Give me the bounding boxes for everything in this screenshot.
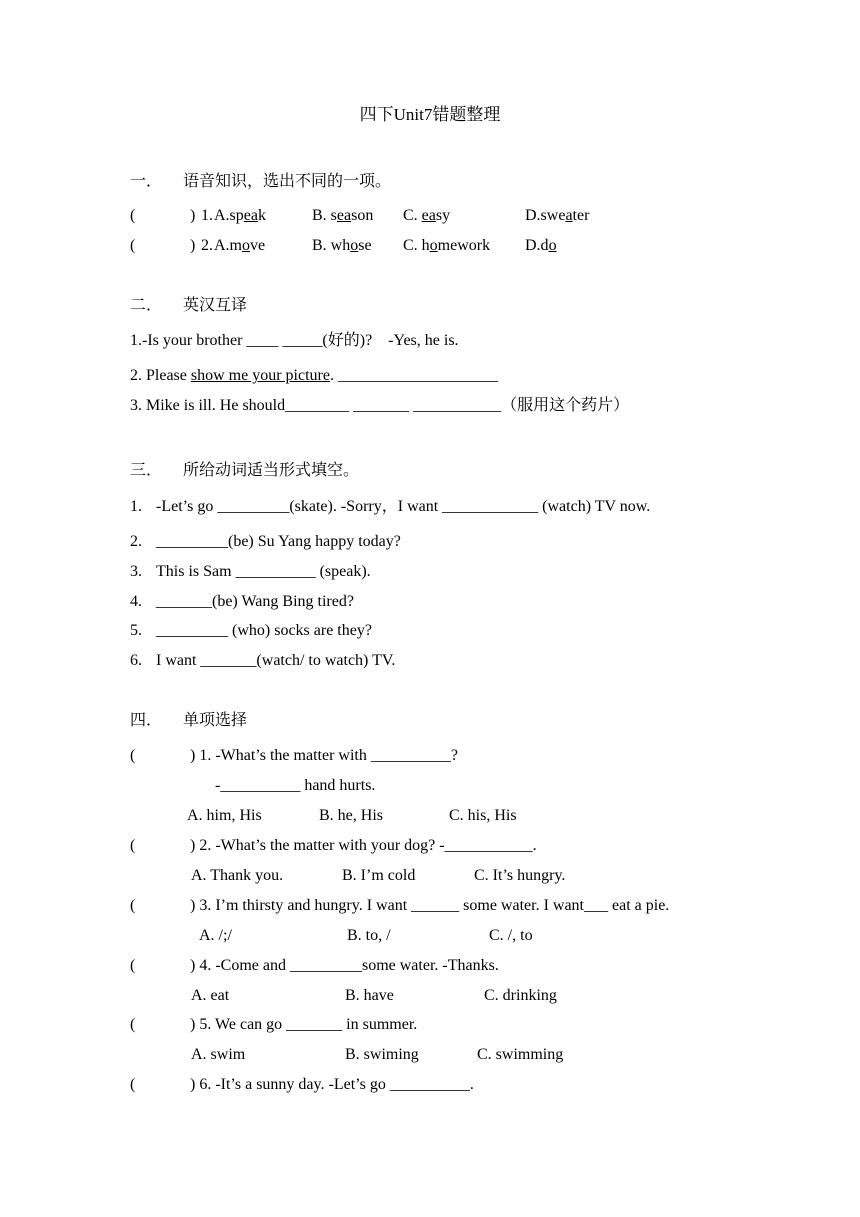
verb-question-number: 6. xyxy=(130,652,142,669)
choice-question-5: ) 5. We can go _______ in summer. xyxy=(190,1016,418,1033)
choice-option-a: A. him, His xyxy=(187,807,262,824)
section4-number: 四． xyxy=(130,712,163,729)
verb-question-number: 1. xyxy=(130,498,142,515)
option-a: A.move xyxy=(214,237,266,254)
choice-option-a: A. Thank you. xyxy=(191,867,284,884)
choice-option-a: A. eat xyxy=(191,987,230,1004)
question-number: 2. xyxy=(201,237,213,254)
answer-bracket-open: ( xyxy=(130,747,136,764)
answer-bracket-close: ) xyxy=(190,237,196,254)
answer-bracket-open: ( xyxy=(130,1076,136,1093)
answer-bracket-open: ( xyxy=(130,897,136,914)
option-c: C. easy xyxy=(403,207,451,224)
verb-question-text: I want _______(watch/ to watch) TV. xyxy=(156,652,396,669)
question-number: 1. xyxy=(201,207,213,224)
verb-question-number: 4. xyxy=(130,593,142,610)
verb-question-text: _________(be) Su Yang happy today? xyxy=(156,533,401,550)
translation-question-3: 3. Mike is ill. He should________ _______ ___________（服用这个药片） xyxy=(130,397,630,414)
section4-heading: 单项选择 xyxy=(183,712,248,729)
answer-bracket-close: ) xyxy=(190,207,196,224)
verb-question-text: _________ (who) socks are they? xyxy=(156,622,372,639)
option-c: C. homework xyxy=(403,237,491,254)
choice-option-b: B. he, His xyxy=(319,807,383,824)
choice-question-6: ) 6. -It’s a sunny day. -Let’s go __________. xyxy=(190,1076,474,1093)
translation-question-1: 1.-Is your brother ____ _____(好的)? -Yes, he is. xyxy=(130,332,459,349)
option-b: B. season xyxy=(312,207,374,224)
verb-question-number: 2. xyxy=(130,533,142,550)
answer-bracket-open: ( xyxy=(130,237,136,254)
option-d: D.sweater xyxy=(525,207,590,224)
verb-question-text: This is Sam __________ (speak). xyxy=(156,563,371,580)
answer-bracket-open: ( xyxy=(130,957,136,974)
option-d: D.do xyxy=(525,237,557,254)
section3-number: 三． xyxy=(130,462,163,479)
option-b: B. whose xyxy=(312,237,372,254)
choice-option-a: A. swim xyxy=(191,1046,246,1063)
verb-question-number: 5. xyxy=(130,622,142,639)
choice-option-b: B. I’m cold xyxy=(342,867,416,884)
choice-option-c: C. his, His xyxy=(449,807,517,824)
choice-option-c: C. drinking xyxy=(484,987,557,1004)
section1-heading: 语音知识，选出不同的一项。 xyxy=(183,173,392,190)
choice-option-b: B. to, / xyxy=(347,927,391,944)
choice-option-b: B. swiming xyxy=(345,1046,419,1063)
choice-question-1-line-2: -__________ hand hurts. xyxy=(215,777,376,794)
verb-question-number: 3. xyxy=(130,563,142,580)
choice-question-1: ) 1. -What’s the matter with __________? xyxy=(190,747,458,764)
section3-heading: 所给动词适当形式填空。 xyxy=(183,462,360,479)
page-title: 四下Unit7错题整理 xyxy=(359,105,501,124)
answer-bracket-open: ( xyxy=(130,837,136,854)
choice-question-3: ) 3. I’m thirsty and hungry. I want ______ some water. I want___ eat a pie. xyxy=(190,897,670,914)
translation-question-2: 2. Please show me your picture. ____________________ xyxy=(130,367,498,384)
choice-option-c: C. It’s hungry. xyxy=(474,867,566,884)
answer-bracket-open: ( xyxy=(130,1016,136,1033)
verb-question-text: _______(be) Wang Bing tired? xyxy=(156,593,354,610)
option-a: A.speak xyxy=(214,207,266,224)
choice-question-2: ) 2. -What’s the matter with your dog? -___________. xyxy=(190,837,537,854)
section2-number: 二． xyxy=(130,297,163,314)
choice-option-c: C. swimming xyxy=(477,1046,564,1063)
choice-option-b: B. have xyxy=(345,987,394,1004)
section2-heading: 英汉互译 xyxy=(183,297,248,314)
section1-number: 一． xyxy=(130,173,163,190)
choice-question-4: ) 4. -Come and _________some water. -Thanks. xyxy=(190,957,499,974)
answer-bracket-open: ( xyxy=(130,207,136,224)
verb-question-text: -Let’s go _________(skate). -Sorry，I want ____________ (watch) TV now. xyxy=(156,498,651,515)
choice-option-c: C. /, to xyxy=(489,927,533,944)
choice-option-a: A. /;/ xyxy=(199,927,232,944)
